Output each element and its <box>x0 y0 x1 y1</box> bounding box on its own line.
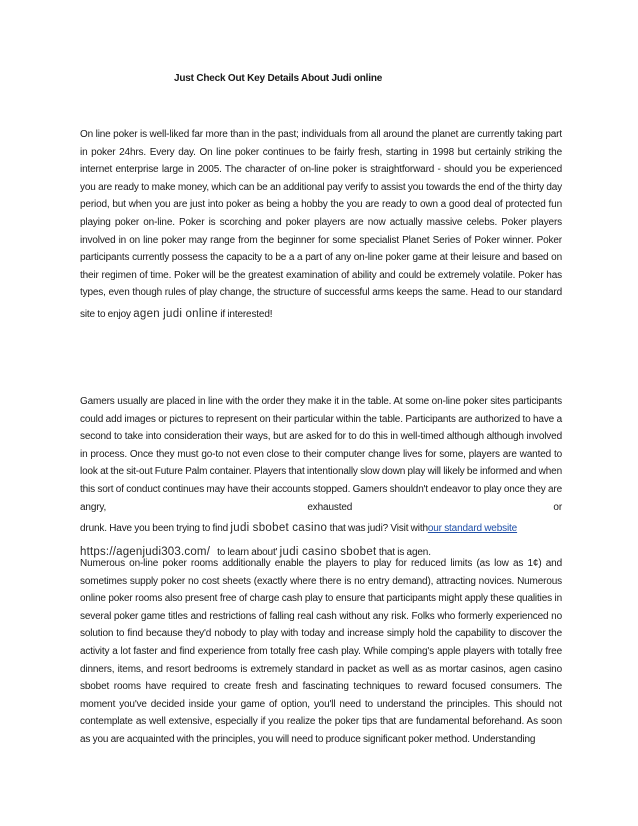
paragraph-1-pre: to enjoy <box>97 308 131 320</box>
paragraph-2-text: Gamers usually are placed in line with the order they make it in the table. At some on-line poker sites participants could add images or pictures to represent on their particular within the table. Participants are authorized to have a second to take into consideration their ways, but are asked for to do this in well-timed although although involved in process. Once they must go-to not even close to their computer change lives for some, players are wanted to look at the sit-out Future Palm container. Players that intentionally slow down play will likely be informed and when this sort of conduct continues may have their accounts stopped. Gamers shouldn't endeavor to play once they are angry, exhausted or <box>80 396 562 513</box>
paragraph-1-text: On line poker is well-liked far more than in the past; individuals from all around the planet are currently taking part in poker 24hrs. Every day. On line poker continues to be fairly fresh, starting in 1998 but certainly striking the internet enterprise large in 2005. The character of on-line poker is straightforward - should you be experienced you are ready to make money, which can be an additional pay verify to assist you towards the end of the thirty day period, but when you are just into poker as being a hobby the you are ready to own a good deal of protected fun playing poker on-line. Poker is scorching and poker players are now actually massive celebs. Poker players involved in on line poker may range from the beginner for some specialist Planet Series of Poker winner. Poker participants currently possess the capacity to be a a part of any on-line poker game at their leisure and based on their regimen of time. Poker will be the greatest examination of ability and could be extremely volatile. Poker has types, even though rules of play change, the structure of successful arms keeps the same. Head to our standard site <box>80 129 562 320</box>
paragraph-2 <box>80 393 562 561</box>
paragraph-2-line-a-mid: that was judi? Visit with <box>329 523 428 535</box>
keyword-agen-judi-online: agen judi online <box>133 307 218 320</box>
keyword-judi-casino-sbobet: judi casino sbobet <box>279 545 377 558</box>
paragraph-2-line-a <box>80 520 517 538</box>
paragraph-2-line-b-post: that is agen. <box>378 546 431 558</box>
paragraph-1-closing <box>97 306 272 324</box>
paragraph-1-post: if interested! <box>220 308 273 320</box>
paragraph-1 <box>80 126 562 324</box>
agenjudi-url: https://agenjudi303.com/ <box>80 545 211 558</box>
paragraph-2-line-b-mid: to learn about' <box>217 546 278 558</box>
keyword-judi-sbobet-casino: judi sbobet casino <box>230 522 328 535</box>
document-title: Just Check Out Key Details About Judi online <box>174 73 383 84</box>
paragraph-3-text: Numerous on-line poker rooms additionally enable the players to play for reduced limits (as low as 1¢) and sometimes supply poker no cost sheets (exactly where there is no entry demand), attracting novices. Numerous online poker rooms also present free of charge cash play to ensure that participants might apply these qualities in several poker game titles and restrictions of falling real cash without any risk. Folks who formerly experienced no solution to find because they'd nobody to play with today and increase simply hold the capability to discover the activity a lot faster and find experience from totally free cash play. While comping's apple players with totally free dinners, items, and resort bedrooms is extremely standard in packet as well as as mortar casinos, agen casino sbobet rooms have required to create fresh and fascinating techniques to reward focused consumers. The moment you've decided inside your game of option, you'll need to understand the principles. This should not contemplate as well extensive, especially if you realize the poker tips that are fundamental beforehand. As soon as you are acquainted with the principles, you will need to produce significant poker method. Understanding <box>80 558 562 745</box>
paragraph-2-line-a-pre: drunk. Have you been trying to find <box>80 523 229 535</box>
paragraph-3 <box>80 555 562 749</box>
standard-website-link[interactable]: our standard website <box>427 523 518 535</box>
